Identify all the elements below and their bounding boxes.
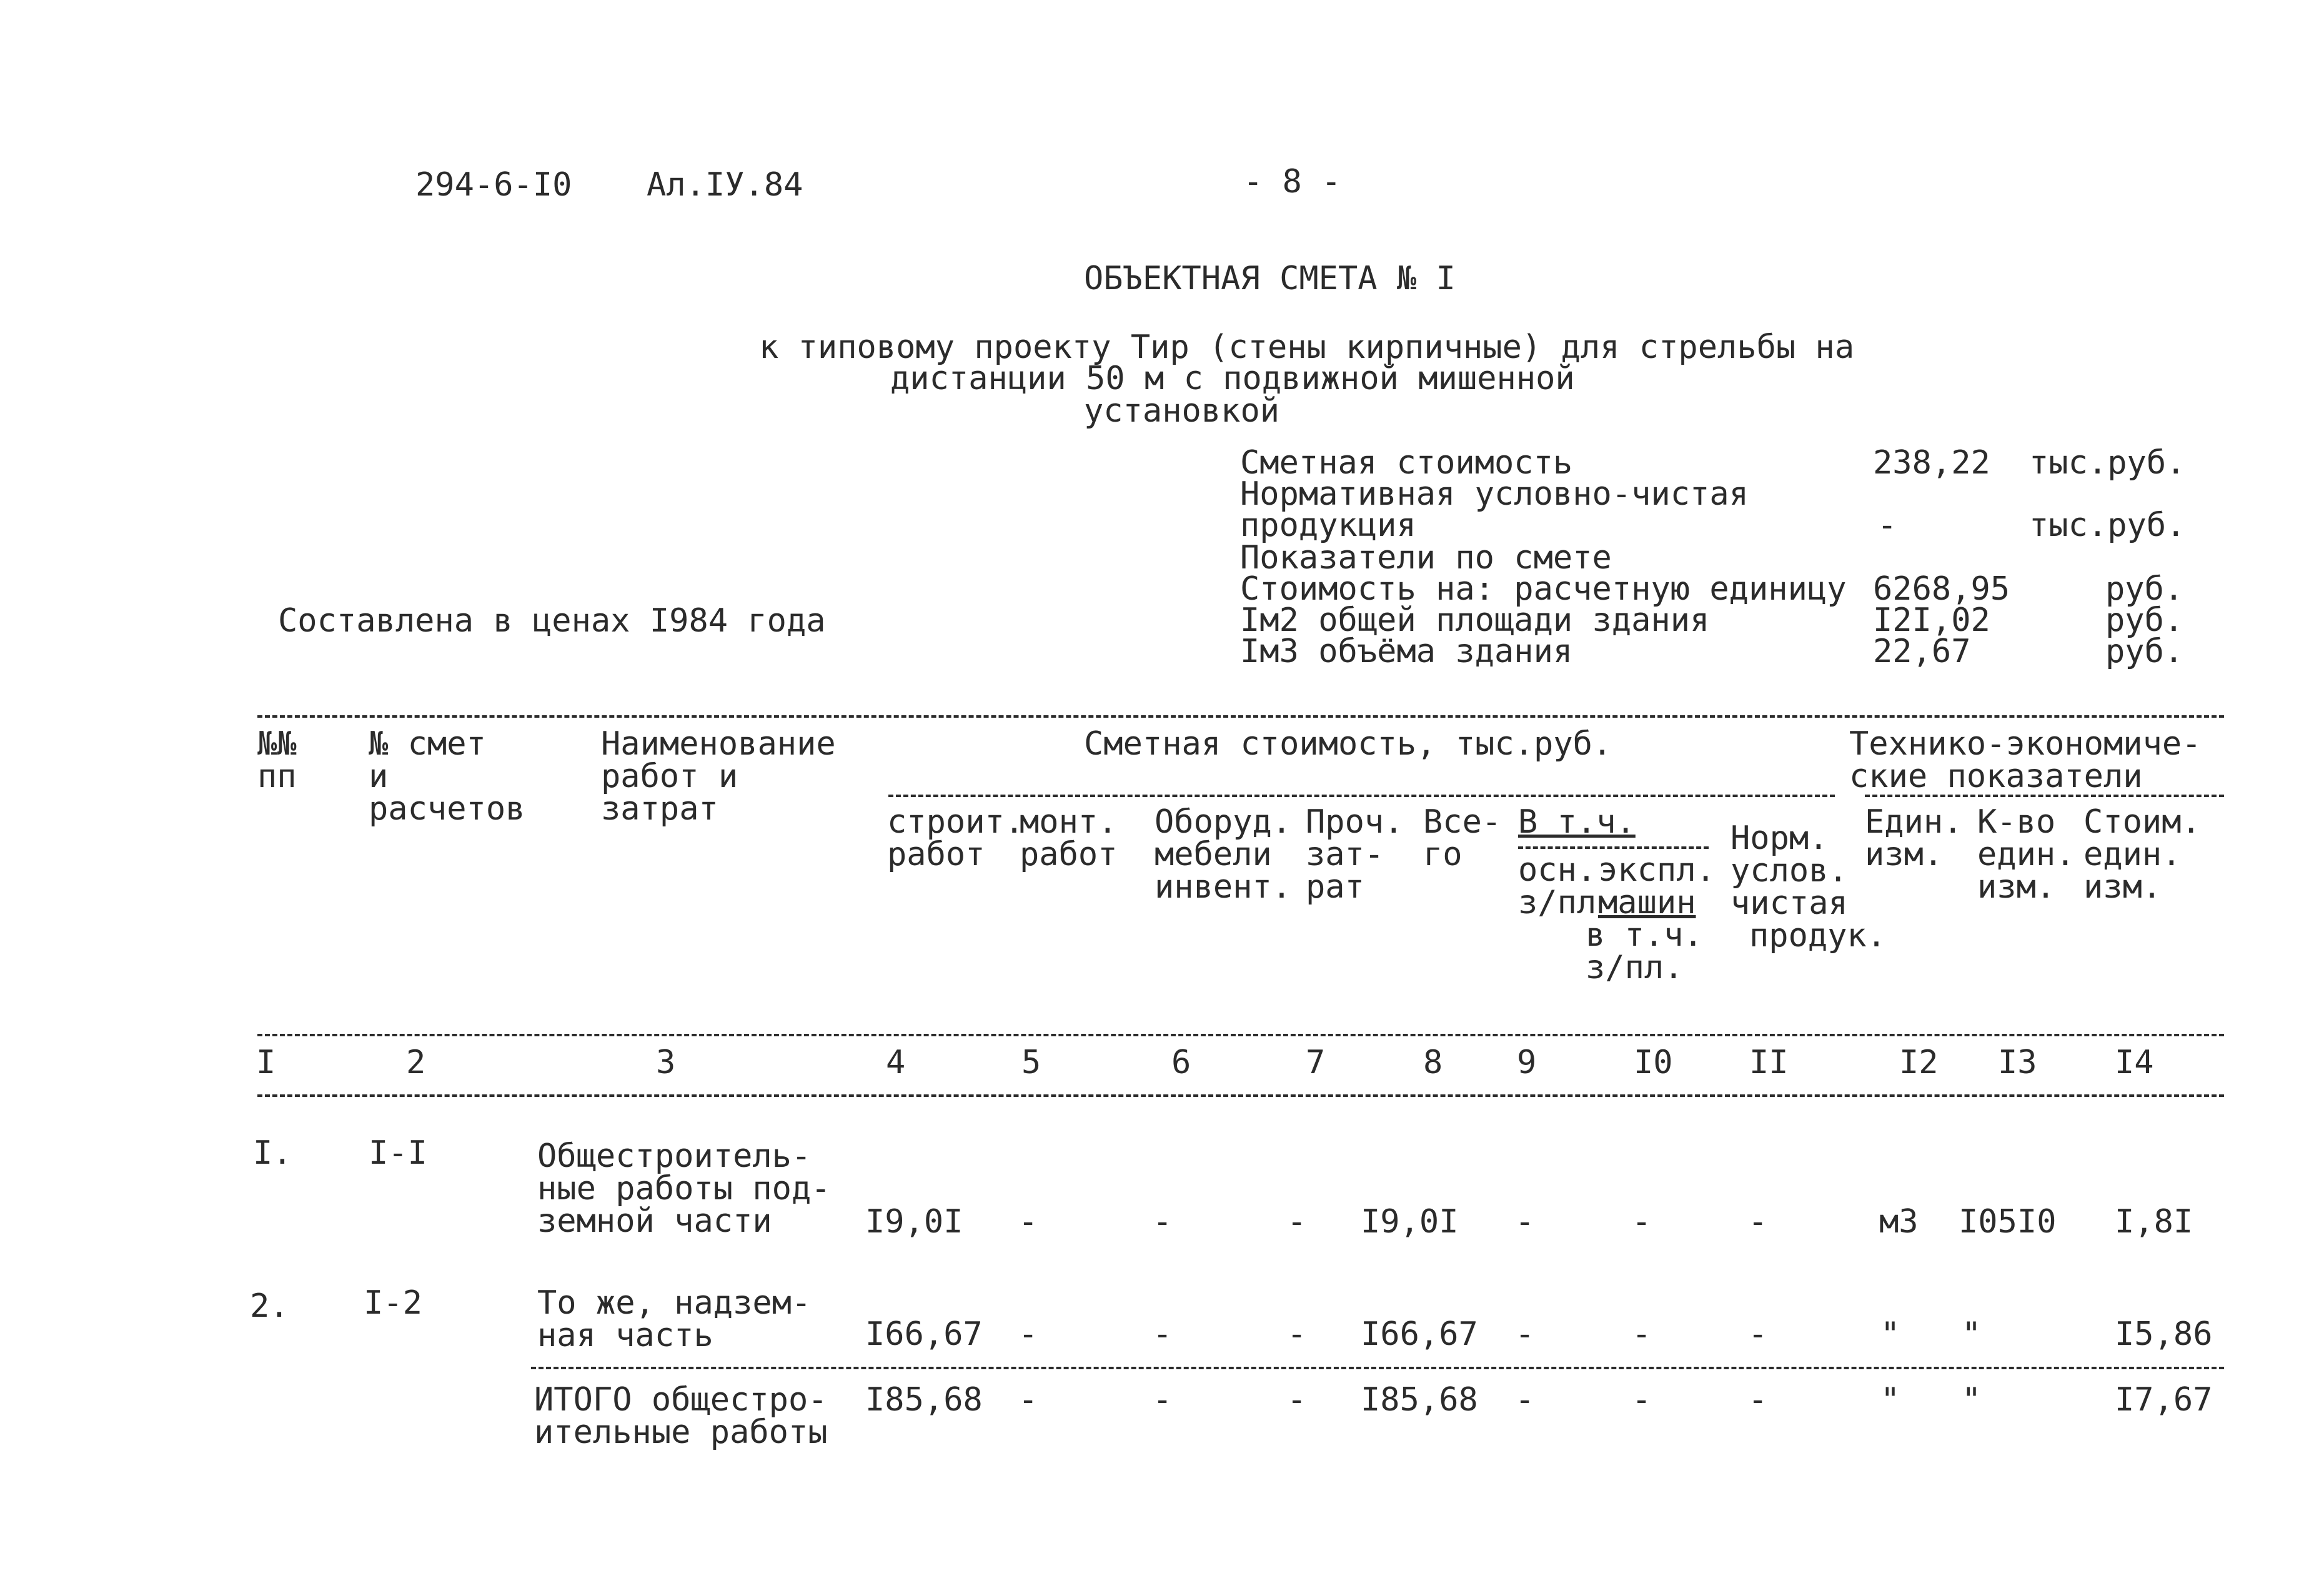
per-m3-label: Iм3 объёма здания <box>1240 633 1573 670</box>
row-machines: - <box>1632 1203 1652 1241</box>
subtitle-line-1: к типовому проекту Тир (стены кирпичные) для стрельбы на <box>759 329 1855 366</box>
row-unit-cost: I7,67 <box>2115 1381 2213 1419</box>
row-ref: I-2 <box>364 1284 422 1322</box>
row-unit: м3 <box>1879 1203 1919 1241</box>
cost-group-rule <box>888 795 1835 797</box>
col-number: 8 <box>1423 1044 1443 1081</box>
per-m2-label: Iм2 общей площади здания <box>1240 602 1710 639</box>
col-header-line: работ и <box>601 758 738 795</box>
row-quantity: " <box>1962 1316 1982 1353</box>
row-construction: I66,67 <box>865 1316 983 1353</box>
col-header-line: осн. <box>1518 851 1597 889</box>
col-header-line: Наименование <box>601 725 836 763</box>
row-other: - <box>1287 1381 1307 1419</box>
per-unit-value: 6268,95 <box>1873 570 2010 608</box>
col-header-other <box>1306 803 1404 906</box>
col-number: I3 <box>1998 1044 2037 1081</box>
row-construction: I85,68 <box>865 1381 983 1419</box>
col-numbers-bottom-rule <box>257 1094 2224 1097</box>
doc-title: ОБЪЕКТНАЯ СМЕТА № I <box>1084 260 1456 297</box>
doc-code: 294-6-I0 <box>415 166 572 204</box>
row-installation: - <box>1018 1316 1038 1353</box>
per-unit-unit: руб. <box>2105 570 2184 608</box>
row-equipment: - <box>1153 1381 1173 1419</box>
row-total: I66,67 <box>1361 1316 1478 1353</box>
col-header-line: машин <box>1598 884 1696 921</box>
col-header-line: работ <box>887 836 985 873</box>
col-header-line: услов. <box>1731 852 1848 890</box>
row-quantity: I05I0 <box>1959 1203 2057 1241</box>
row-norm: - <box>1748 1316 1768 1353</box>
col-header-line: продук. <box>1749 917 1887 954</box>
col-header-line: мебели <box>1155 836 1272 873</box>
row-norm: - <box>1748 1203 1768 1241</box>
row-name-line: То же, надзем- <box>537 1284 812 1322</box>
row-construction: I9,0I <box>865 1203 963 1241</box>
col-header-line: работ <box>1020 836 1118 873</box>
norm-value: - <box>1877 507 1897 544</box>
subtitle-line-2: дистанции 50 м с подвижной мишенной <box>890 360 1575 397</box>
per-m3-value: 22,67 <box>1873 633 1971 670</box>
col-header-line: изм. <box>1865 836 1944 873</box>
col-header-norm <box>1731 822 1886 952</box>
col-number: 9 <box>1517 1044 1537 1081</box>
cost-unit: тыс.руб. <box>2029 444 2186 482</box>
col-header-line: Норм. <box>1731 820 1829 857</box>
row-name <box>534 1381 828 1451</box>
col-header-line: Оборуд. <box>1155 803 1292 841</box>
col-header-equipment <box>1155 803 1292 906</box>
per-m2-unit: руб. <box>2105 602 2184 639</box>
col-number: 3 <box>656 1044 676 1081</box>
col-header-line: в т.ч. <box>1586 916 1703 954</box>
cost-value: 238,22 <box>1873 444 1990 482</box>
row-other: - <box>1287 1316 1307 1353</box>
col-header-line: Все- <box>1423 803 1502 841</box>
row-quantity: " <box>1962 1381 1982 1419</box>
col-header-line: монт. <box>1020 803 1118 841</box>
col-header-unit <box>1865 803 1963 873</box>
row-wages: - <box>1515 1381 1535 1419</box>
row-name <box>537 1284 812 1354</box>
col-header-line: зат- <box>1306 836 1384 873</box>
col-header-line: един. <box>2083 836 2182 873</box>
col-header-line: экспл. <box>1598 851 1716 889</box>
row-total: I9,0I <box>1361 1203 1459 1241</box>
row-name-line: ная часть <box>537 1317 713 1354</box>
row-name-line: ительные работы <box>534 1414 828 1451</box>
col-header-line: № смет <box>369 725 486 763</box>
col-number: 4 <box>886 1044 906 1081</box>
col-header-line: строит. <box>887 803 1025 841</box>
col-header-line: з/пл <box>1518 884 1597 921</box>
row-equipment: - <box>1153 1316 1173 1353</box>
col-header-total <box>1423 803 1502 873</box>
col-header-wages <box>1518 851 1597 921</box>
col-header-ref <box>369 725 525 828</box>
col-number: 5 <box>1021 1044 1041 1081</box>
row-equipment: - <box>1153 1203 1173 1241</box>
norm-label-2: продукция <box>1240 507 1416 544</box>
row-name-line: ИТОГО общестро- <box>534 1381 828 1419</box>
header-bottom-rule <box>257 1034 2224 1036</box>
col-number: I0 <box>1634 1044 1673 1081</box>
album-ref: Ал.IУ.84 <box>647 166 803 204</box>
row-unit-cost: I,8I <box>2115 1203 2193 1241</box>
col-header-line: и <box>369 758 389 795</box>
col-header-construction <box>887 803 1025 873</box>
col-header-installation <box>1020 803 1118 873</box>
col-header-line: пп <box>257 758 297 795</box>
col-header-name <box>601 725 836 828</box>
prices-note: Составлена в ценах I984 года <box>278 602 826 640</box>
indicators-label: Показатели по смете <box>1240 539 1612 577</box>
col-header-quantity <box>1977 803 2075 906</box>
col-header-line: рат <box>1306 868 1364 906</box>
col-header-line: Един. <box>1865 803 1963 841</box>
col-header-line: К-во <box>1977 803 2056 841</box>
row-norm: - <box>1748 1381 1768 1419</box>
row-num: I. <box>253 1134 292 1172</box>
col-header-line: Стоим. <box>2083 803 2201 841</box>
col-header-line: расчетов <box>369 790 525 828</box>
col-header-line: затрат <box>601 790 718 828</box>
col-header-line: изм. <box>2083 868 2162 906</box>
page-number: - 8 - <box>1243 163 1341 201</box>
row-name-line: земной части <box>537 1202 772 1240</box>
row-num: 2. <box>250 1287 289 1325</box>
row-wages: - <box>1515 1316 1535 1353</box>
row-unit: " <box>1880 1381 1900 1419</box>
per-unit-label: Стоимость на: расчетную единицу <box>1240 570 1847 608</box>
cost-label: Сметная стоимость <box>1240 444 1573 482</box>
col-header-line: чистая <box>1731 885 1848 922</box>
col-header-line: изм. <box>1977 868 2056 906</box>
col-header-line: Проч. <box>1306 803 1404 841</box>
row-total: I85,68 <box>1361 1381 1478 1419</box>
col-header-machines <box>1586 851 1716 986</box>
tech-group-header-1: Технико-экономиче- <box>1849 725 2202 763</box>
tech-group-rule <box>1865 795 2224 797</box>
col-number: I4 <box>2115 1044 2154 1081</box>
col-header-line: го <box>1423 836 1462 873</box>
row-unit-cost: I5,86 <box>2115 1316 2213 1353</box>
norm-unit: тыс.руб. <box>2029 507 2186 544</box>
row-installation: - <box>1018 1381 1038 1419</box>
table-top-rule <box>257 715 2224 718</box>
col-header-line: №№ <box>257 725 297 763</box>
col-number: 6 <box>1171 1044 1191 1081</box>
col-header-line: един. <box>1977 836 2075 873</box>
col-header-num <box>257 725 297 795</box>
row-machines: - <box>1632 1381 1652 1419</box>
row-wages: - <box>1515 1203 1535 1241</box>
col-header-incl: В т.ч. <box>1518 803 1636 841</box>
row-ref: I-I <box>369 1134 427 1172</box>
subtitle-line-3: установкой <box>1084 392 1280 430</box>
per-m3-unit: руб. <box>2105 633 2184 670</box>
norm-label-1: Нормативная условно-чистая <box>1240 475 1749 513</box>
row-name <box>537 1137 831 1240</box>
row-other: - <box>1287 1203 1307 1241</box>
col-number: 7 <box>1306 1044 1326 1081</box>
row-unit: " <box>1880 1316 1900 1353</box>
col-number: I2 <box>1899 1044 1939 1081</box>
incl-rule <box>1518 846 1709 849</box>
col-number: 2 <box>406 1044 426 1081</box>
row-installation: - <box>1018 1203 1038 1241</box>
cost-group-header: Сметная стоимость, тыс.руб. <box>1084 725 1612 763</box>
col-header-unit-cost <box>2083 803 2201 906</box>
col-header-line: инвент. <box>1155 868 1292 906</box>
row-machines: - <box>1632 1316 1652 1353</box>
per-m2-value: I2I,02 <box>1873 602 1990 639</box>
tech-group-header-2: ские показатели <box>1849 758 2143 795</box>
row-name-line: ные работы под- <box>537 1170 831 1207</box>
row-name-line: Общестроитель- <box>537 1137 812 1175</box>
col-number: I <box>256 1044 276 1081</box>
col-number: II <box>1749 1044 1789 1081</box>
col-header-line: з/пл. <box>1586 949 1684 986</box>
total-rule <box>531 1367 2224 1369</box>
